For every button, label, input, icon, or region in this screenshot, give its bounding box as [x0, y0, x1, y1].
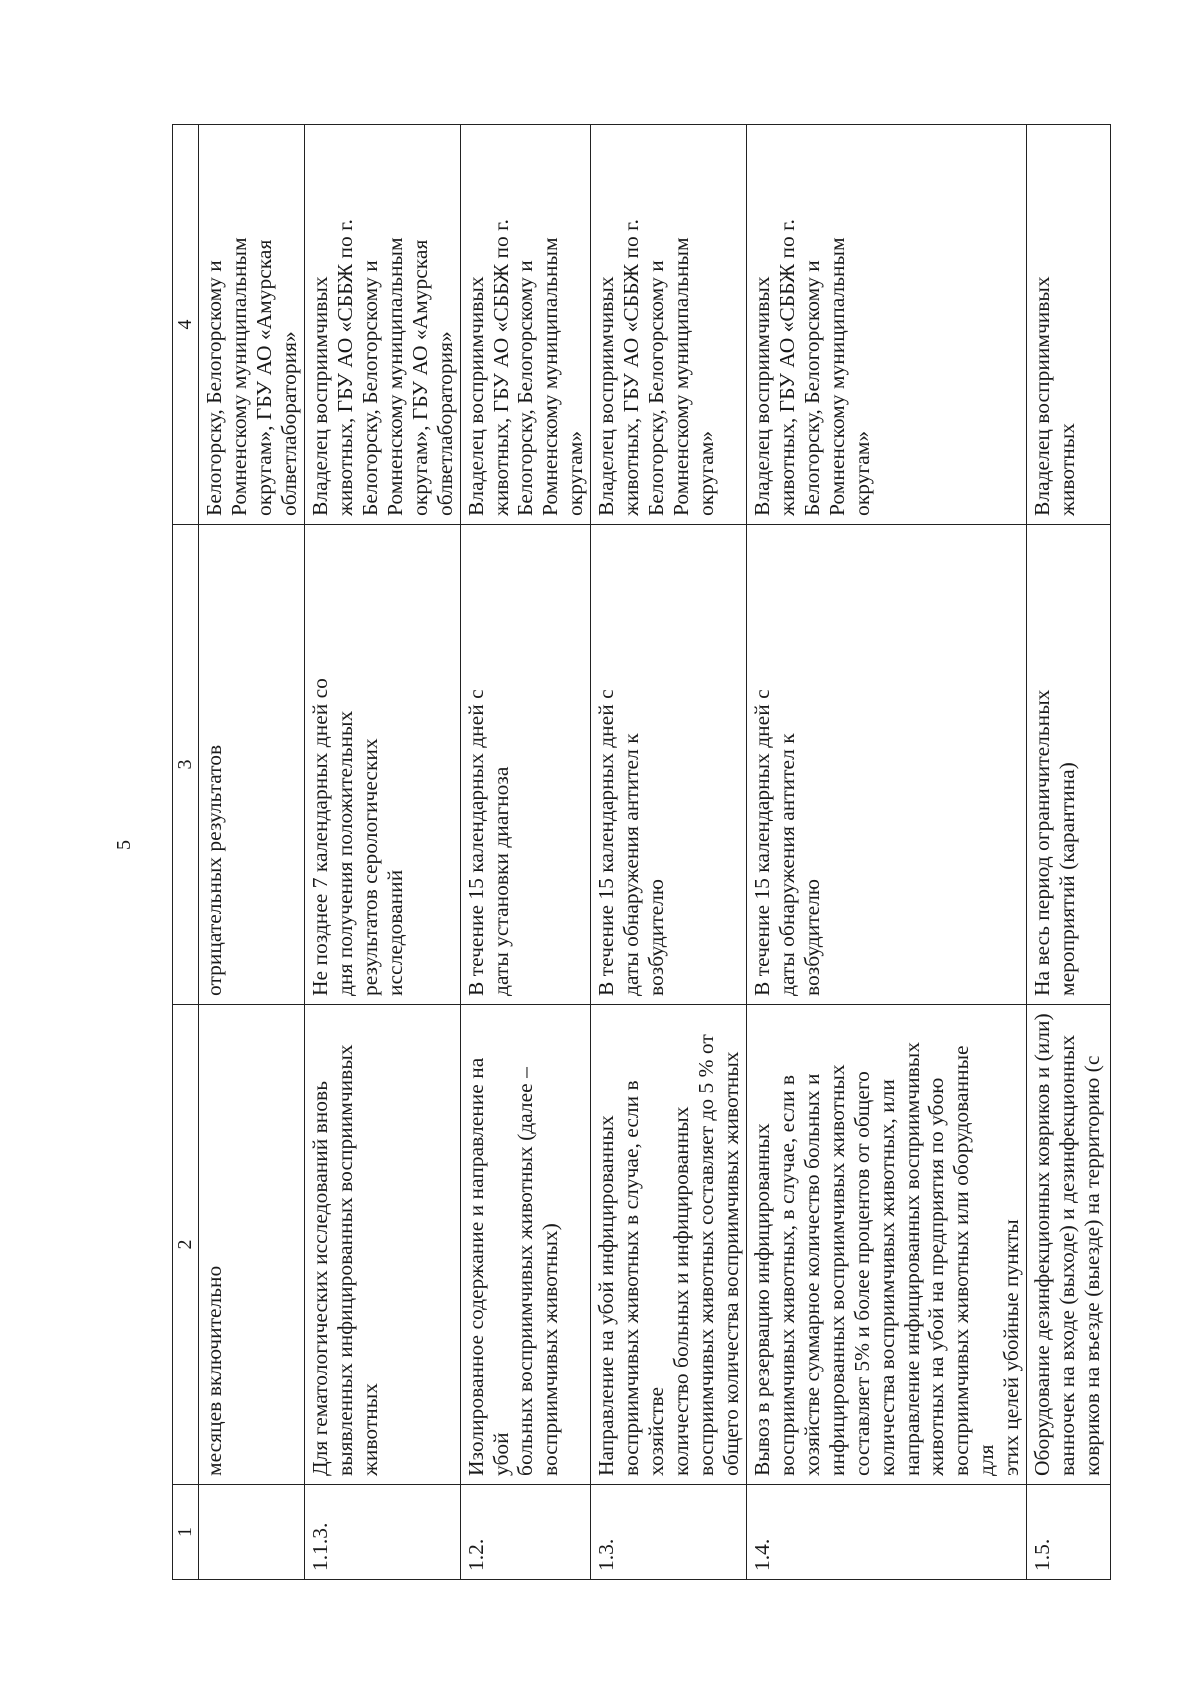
- header-col-4: 4: [173, 125, 199, 525]
- row-number: 1.5.: [1027, 1485, 1111, 1580]
- responsible-cell: Владелец восприимчивых животных, ГБУ АО «СББЖ по г. Белогорску, Белогорскому и Ромненскому муниципальным округам»: [591, 125, 747, 525]
- responsible-cell: Владелец восприимчивых животных: [1027, 125, 1111, 525]
- term-cell: На весь период ограничительных мероприятий (карантина): [1027, 525, 1111, 1005]
- responsible-cell: Владелец восприимчивых животных, ГБУ АО «СББЖ по г. Белогорску, Белогорскому и Ромненскому муниципальным округам»: [460, 125, 591, 525]
- row-number: 1.3.: [591, 1485, 747, 1580]
- term-cell: В течение 15 календарных дней с даты обнаружения антител к возбудителю: [746, 525, 1026, 1005]
- page-number: 5: [113, 840, 135, 850]
- row-number: 1.4.: [746, 1485, 1026, 1580]
- header-col-1: 1: [173, 1485, 199, 1580]
- table-row: [199, 125, 305, 1580]
- table-row: [746, 125, 1026, 1580]
- measures-table: [172, 124, 1111, 1580]
- measure-cell: Оборудование дезинфекционных ковриков и (или) ванночек на входе (выходе) и дезинфекционных ковриков на въезде (выезде) на территорию (с: [1027, 1005, 1111, 1485]
- row-number: 1.1.3.: [304, 1485, 460, 1580]
- measure-cell: Направление на убой инфицированных восприимчивых животных в случае, если в хозяйстве количество больных и инфицированных восприимчивых животных составляет до 5 % от общего количества восприимчивых животных: [591, 1005, 747, 1485]
- term-cell: В течение 15 календарных дней с даты обнаружения антител к возбудителю: [591, 525, 747, 1005]
- row-number: [199, 1485, 305, 1580]
- measure-cell: Изолированное содержание и направление на убой больных восприимчивых животных (далее – восприимчивых животных): [460, 1005, 591, 1485]
- table-row: [1027, 125, 1111, 1580]
- table-row: [304, 125, 460, 1580]
- table-row: [460, 125, 591, 1580]
- measure-cell: месяцев включительно: [199, 1005, 305, 1485]
- table-row: [591, 125, 747, 1580]
- measure-cell: Вывоз в резервацию инфицированных восприимчивых животных, в случае, если в хозяйстве суммарное количество больных и инфицированных восприимчивых животных составляет 5% и более процентов от общего количества восприимчивых животных, или направление инфицированных восприимчивых животных на убой на предприятия по убою восприимчивых животных или оборудованные для этих целей убойные пункты: [746, 1005, 1026, 1485]
- responsible-cell: Белогорску, Белогорскому и Ромненскому муниципальным округам», ГБУ АО «Амурская облветлаборатория»: [199, 125, 305, 525]
- table-header-row: [173, 125, 199, 1580]
- responsible-cell: Владелец восприимчивых животных, ГБУ АО «СББЖ по г. Белогорску, Белогорскому и Ромненскому муниципальным округам»: [746, 125, 1026, 525]
- row-number: 1.2.: [460, 1485, 591, 1580]
- rotated-table-container: [172, 125, 1105, 1580]
- term-cell: Не позднее 7 календарных дней со дня получения положительных результатов серологических исследований: [304, 525, 460, 1005]
- term-cell: В течение 15 календарных дней с даты установки диагноза: [460, 525, 591, 1005]
- term-cell: отрицательных результатов: [199, 525, 305, 1005]
- responsible-cell: Владелец восприимчивых животных, ГБУ АО «СББЖ по г. Белогорску, Белогорскому и Ромненскому муниципальным округам», ГБУ АО «Амурская облветлаборатория»: [304, 125, 460, 525]
- header-col-3: 3: [173, 525, 199, 1005]
- measure-cell: Для гематологических исследований вновь выявленных инфицированных восприимчивых животных: [304, 1005, 460, 1485]
- header-col-2: 2: [173, 1005, 199, 1485]
